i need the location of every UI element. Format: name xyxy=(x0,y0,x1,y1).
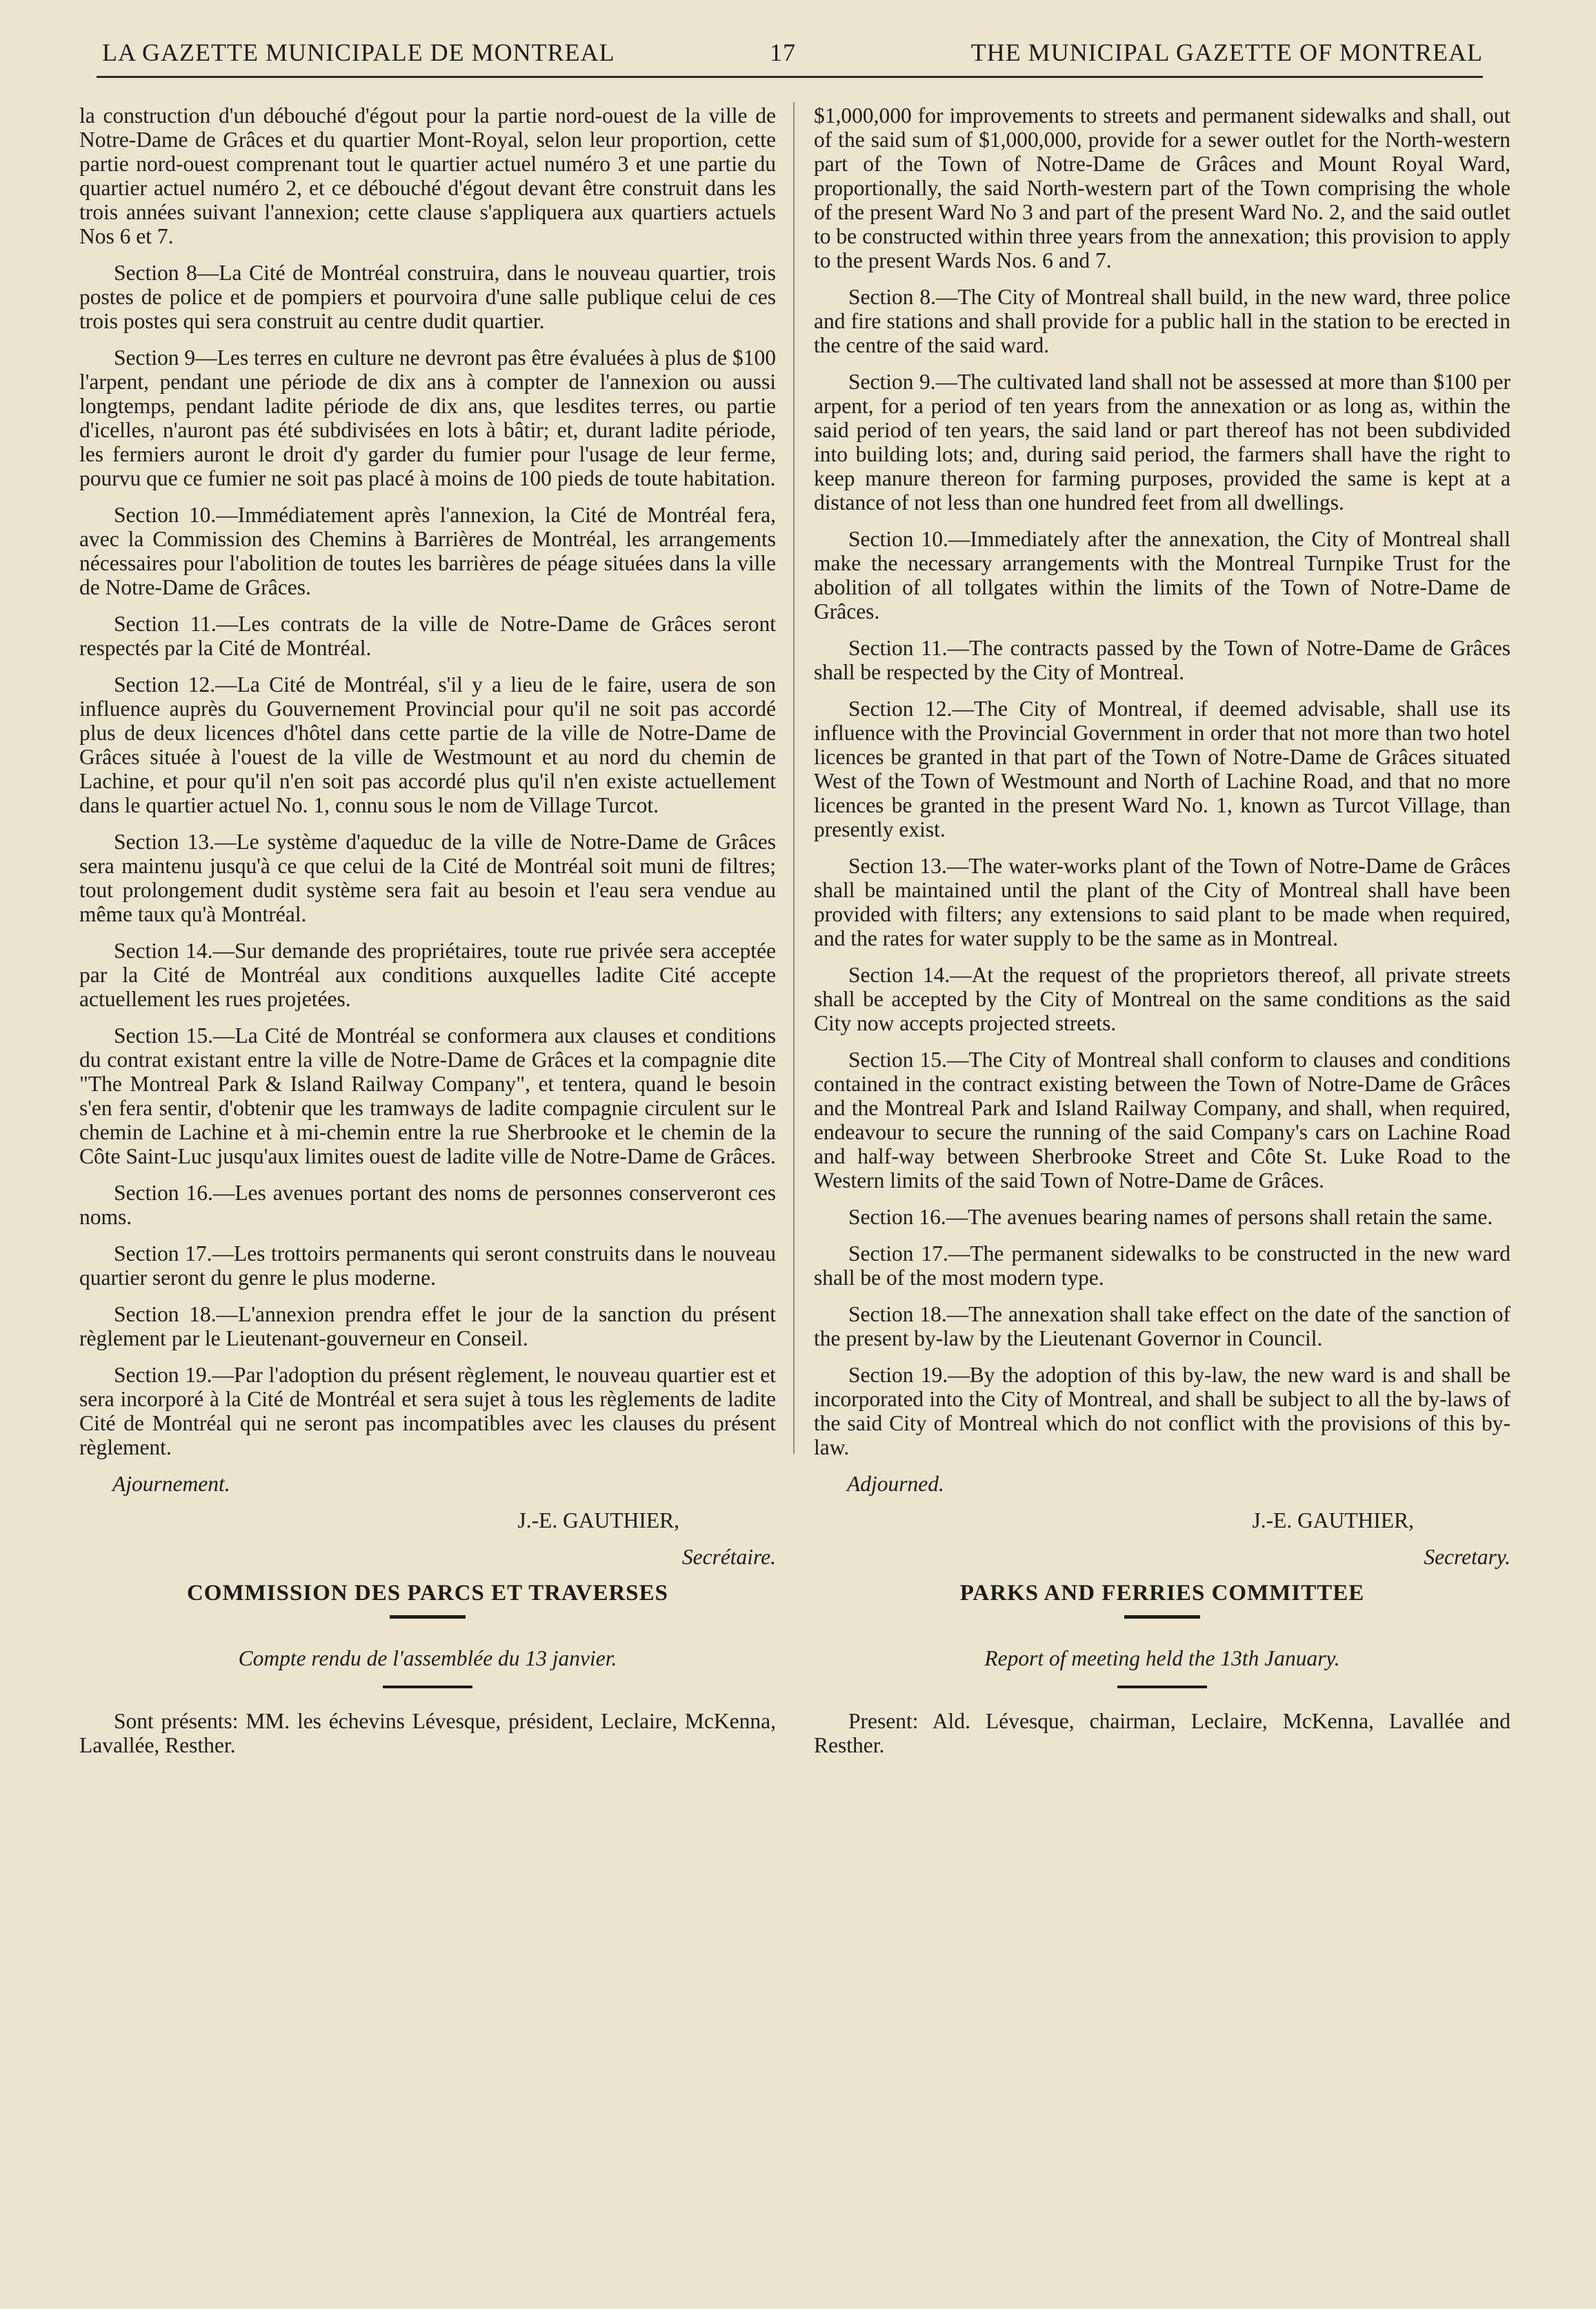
french-section-10: Section 10.—Immédiatement après l'annexion, la Cité de Montréal fera, avec la Commission des Chemins à Barrières de Montréal, les arrangements nécessaires pour l'abolition de toutes les barrières de péage situées dans la ville de Notre-Dame de Grâces. xyxy=(79,503,776,599)
english-section-19: Section 19.—By the adoption of this by-law, the new ward is and shall be incorporated into the City of Montreal, and shall be subject to all the by-laws of the said City of Montreal which do not conflict with the provisions of this by-law. xyxy=(814,1363,1510,1459)
english-section-15: Section 15.—The City of Montreal shall conform to clauses and conditions contained in the contract existing between the Town of Notre-Dame de Grâces and the Montreal Park and Island Railway Company, and shall, when required, endeavour to secure the running of the said Company's cars on Lachine Road and half-way between Sherbrooke Street and Côte St. Luke Road to the Western limits of the said Town of Notre-Dame de Grâces. xyxy=(814,1048,1510,1192)
french-section-9: Section 9—Les terres en culture ne devront pas être évaluées à plus de $100 l'arpent, pendant une période de dix ans à compter de l'annexion ou aussi longtemps, pendant ladite période de dix ans, que lesdites terres, ou partie d'icelles, n'auront pas été subdivisées en lots à bâtir; et, durant ladite période, les fermiers auront le droit d'y garder du fumier pour l'usage de leur ferme, pourvu que ce fumier ne soit pas placé à moins de 100 pieds de toute habitation. xyxy=(79,346,776,490)
french-section-13: Section 13.—Le système d'aqueduc de la ville de Notre-Dame de Grâces sera maintenu jusqu'à ce que celui de la Cité de Montréal soit muni de filtres; tout prolongement dudit système sera fait au besoin et l'eau sera vendue au même taux qu'à Montréal. xyxy=(79,830,776,926)
english-signature-name: J.-E. GAUTHIER, xyxy=(1252,1508,1414,1532)
english-signature-title: Secretary. xyxy=(1424,1545,1510,1569)
french-gazette-title: LA GAZETTE MUNICIPALE DE MONTREAL xyxy=(102,39,615,66)
english-section-16: Section 16.—The avenues bearing names of persons shall retain the same. xyxy=(848,1205,1493,1229)
french-column xyxy=(79,103,776,1770)
french-title-dash xyxy=(390,1615,466,1619)
english-section-12: Section 12.—The City of Montreal, if deemed advisable, shall use its influence with the Provincial Government in order that not more than two hotel licences be granted in that part of the Town of Notre-Dame de Grâces situated West of the Town of Westmount and North of Lachine Road, and that no more licences be granted in the present Ward No. 1, known as Turcot Village, than presently exist. xyxy=(814,697,1510,841)
french-section-11: Section 11.—Les contrats de la ville de Notre-Dame de Grâces seront respectés par la Cité de Montréal. xyxy=(79,612,776,660)
french-section-8: Section 8—La Cité de Montréal construira, dans le nouveau quartier, trois postes de police et de pompiers et pourvoira d'une salle publique celui de ces trois postes qui sera construit au centre dudit quartier. xyxy=(79,261,776,333)
english-section-13: Section 13.—The water-works plant of the Town of Notre-Dame de Grâces shall be maintained until the plant of the City of Montreal shall have been provided with filters; any extensions to said plant to be made when required, and the rates for water supply to be the same as in Montreal. xyxy=(814,854,1510,950)
french-report-dash xyxy=(383,1686,472,1688)
english-section-8: Section 8.—The City of Montreal shall build, in the new ward, three police and fire stations and shall provide for a public hall in the station to be erected in the centre of the said ward. xyxy=(814,285,1510,357)
page-number: 17 xyxy=(770,39,796,66)
french-section-17: Section 17.—Les trottoirs permanents qui seront construits dans le nouveau quartier seront du genre le plus moderne. xyxy=(79,1241,776,1290)
french-signature-title: Secrétaire. xyxy=(681,1545,776,1569)
english-report-line: Report of meeting held the 13th January. xyxy=(984,1646,1340,1670)
french-section-14: Section 14.—Sur demande des propriétaires, toute rue privée sera acceptée par la Cité de Montréal aux conditions auxquelles ladite Cité accepte actuellement les rues projetées. xyxy=(79,939,776,1011)
english-committee-title: PARKS AND FERRIES COMMITTEE xyxy=(959,1581,1365,1606)
english-present-list: Present: Ald. Lévesque, chairman, Leclaire, McKenna, Lavallée and Resther. xyxy=(814,1709,1510,1757)
english-section-9: Section 9.—The cultivated land shall not be assessed at more than $100 per arpent, for a period of ten years from the annexation or as long as, within the said period of ten years, the said land or part thereof has not been subdivided into building lots; and, during said period, the farmers shall have the right to keep manure thereon for farming purposes, provided the same is kept at a distance of not less than one hundred feet from all dwellings. xyxy=(814,370,1510,514)
running-head xyxy=(97,38,1483,68)
french-section-19: Section 19.—Par l'adoption du présent règlement, le nouveau quartier est et sera incorporé à la Cité de Montréal et sera sujet à tous les règlements de ladite Cité de Montréal qui ne seront pas incompatibles avec les clauses du présent règlement. xyxy=(79,1363,776,1459)
french-report-line: Compte rendu de l'assemblée du 13 janvier. xyxy=(238,1646,617,1670)
french-section-18: Section 18.—L'annexion prendra effet le jour de la sanction du présent règlement par le Lieutenant-gouverneur en Conseil. xyxy=(79,1302,776,1350)
french-section-15: Section 15.—La Cité de Montréal se conformera aux clauses et conditions du contrat existant entre la ville de Notre-Dame de Grâces et la compagnie dite "The Montreal Park & Island Railway Company", et tentera, quand le besoin s'en fera sentir, d'obtenir que les tramways de ladite compagnie circulent sur le chemin de Lachine et à mi-chemin entre la rue Sherbrooke et le chemin de la Côte Saint-Luc jusqu'aux limites ouest de ladite ville de Notre-Dame de Grâces. xyxy=(79,1023,776,1168)
english-paragraph: $1,000,000 for improvements to streets and permanent sidewalks and shall, out of the said sum of $1,000,000, provide for a sewer outlet for the North-western part of the Town of Notre-Dame de Grâces and Mount Royal Ward, proportionally, the said North-western part of the Town comprising the whole of the present Ward No 3 and part of the present Ward No. 2, and the said outlet to be constructed within three years from the annexation; this provision to apply to the present Wards Nos. 6 and 7. xyxy=(814,103,1510,272)
english-section-11: Section 11.—The contracts passed by the Town of Notre-Dame de Grâces shall be respected by the City of Montreal. xyxy=(814,636,1510,684)
english-section-17: Section 17.—The permanent sidewalks to be constructed in the new ward shall be of the most modern type. xyxy=(814,1241,1510,1290)
english-title-dash xyxy=(1124,1615,1200,1619)
column-divider xyxy=(793,102,795,1454)
english-section-18: Section 18.—The annexation shall take effect on the date of the sanction of the present by-law by the Lieutenant Governor in Council. xyxy=(814,1302,1510,1350)
french-signature-name: J.-E. GAUTHIER, xyxy=(517,1508,679,1532)
french-paragraph: la construction d'un débouché d'égout pour la partie nord-ouest de la ville de Notre-Dame de Grâces et du quartier Mont-Royal, selon leur proportion, cette partie nord-ouest comprenant tout le quartier actuel numéro 3 et une partie du quartier actuel numéro 2, et ce débouché d'égout devant être construit dans les trois années suivant l'annexion; cette clause s'appliquera aux quartiers actuels Nos 6 et 7. xyxy=(79,103,776,248)
french-adjournment: Ajournement. xyxy=(112,1472,230,1496)
english-report-dash xyxy=(1117,1686,1207,1688)
french-present-list: Sont présents: MM. les échevins Lévesque, président, Leclaire, McKenna, Lavallée, Resther. xyxy=(79,1709,776,1757)
english-adjournment: Adjourned. xyxy=(847,1472,944,1496)
english-gazette-title: THE MUNICIPAL GAZETTE OF MONTREAL xyxy=(970,39,1483,66)
english-column xyxy=(814,103,1510,1770)
english-section-10: Section 10.—Immediately after the annexation, the City of Montreal shall make the necessary arrangements with the Montreal Turnpike Trust for the abolition of all tollgates within the limits of the Town of Notre-Dame de Grâces. xyxy=(814,527,1510,623)
french-committee-title: COMMISSION DES PARCS ET TRAVERSES xyxy=(186,1581,669,1606)
french-section-12: Section 12.—La Cité de Montréal, s'il y a lieu de le faire, usera de son influence auprès du Gouvernement Provincial pour qu'il ne soit pas accordé plus de deux licences d'hôtel dans cette partie de la ville de Notre-Dame de Grâces située à l'ouest de la ville de Westmount et au nord du chemin de Lachine, et pour qu'il n'en soit pas accordé plus qu'il n'en existe actuellement dans le quartier actuel No. 1, connu sous le nom de Village Turcot. xyxy=(79,672,776,817)
header-rule xyxy=(97,76,1483,78)
english-section-14: Section 14.—At the request of the proprietors thereof, all private streets shall be accepted by the City of Montreal on the same conditions as the said City now accepts projected streets. xyxy=(814,963,1510,1035)
french-section-16: Section 16.—Les avenues portant des noms de personnes conserveront ces noms. xyxy=(79,1181,776,1229)
